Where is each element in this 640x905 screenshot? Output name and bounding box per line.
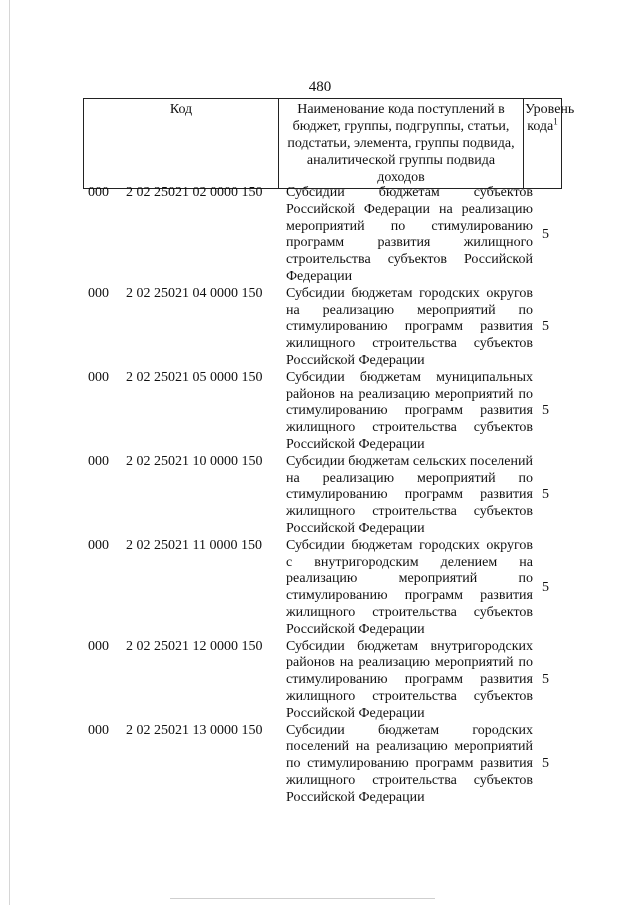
table-row: [88, 454, 558, 538]
admin-code: 000: [88, 185, 109, 200]
table-row: [88, 723, 558, 807]
admin-code: 000: [88, 285, 109, 301]
table-row: [88, 370, 558, 454]
page-number: 480: [308, 79, 332, 95]
revenue-name: Субсидии бюджетам городских округов на реализацию мероприятий по стимулированию программ развития жилищного строительства субъектов Российской Федерации: [286, 285, 533, 368]
revenue-code: 2 02 25021 13 0000 150: [126, 722, 263, 738]
admin-code: 000: [88, 722, 109, 738]
code-level: 5: [542, 487, 549, 503]
revenue-code: 2 02 25021 10 0000 150: [126, 453, 263, 469]
header-name: Наименование кода поступлений в бюджет, группы, подгруппы, статьи, подстатьи, элемента, группы подвида, аналитической группы подвида доходов: [279, 99, 524, 189]
revenue-name: Субсидии бюджетам сельских поселений на реализацию мероприятий по стимулированию программ развития жилищного строительства субъектов Российской Федерации: [286, 453, 533, 536]
table-header: [83, 98, 575, 189]
admin-code: 000: [88, 453, 109, 469]
revenue-name: Субсидии бюджетам субъектов Российской Федерации на реализацию мероприятий по стимулированию программ развития жилищного строительства субъектов Российской Федерации: [286, 185, 533, 284]
scan-edge-line: [9, 0, 10, 905]
table-row: [88, 286, 558, 370]
header-level: [524, 99, 575, 189]
revenue-code: 2 02 25021 11 0000 150: [126, 537, 262, 553]
admin-code: 000: [88, 537, 109, 553]
admin-code: 000: [88, 638, 109, 654]
table-body: [88, 185, 558, 806]
code-level: 5: [542, 226, 549, 242]
code-level: 5: [542, 756, 549, 772]
revenue-name: Субсидии бюджетам муниципальных районов на реализацию мероприятий по стимулированию программ развития жилищного строительства субъектов Российской Федерации: [286, 369, 533, 452]
code-level: 5: [542, 579, 549, 595]
revenue-code: 2 02 25021 04 0000 150: [126, 285, 263, 301]
header-code: Код: [84, 99, 279, 189]
table-row: [88, 538, 558, 639]
revenue-code: 2 02 25021 12 0000 150: [126, 638, 263, 654]
table-row: [88, 185, 558, 286]
revenue-name: Субсидии бюджетам городских поселений на реализацию мероприятий по стимулированию программ развития жилищного строительства субъектов Российской Федерации: [286, 722, 533, 805]
revenue-name: Субсидии бюджетам городских округов с внутригородским делением на реализацию мероприятий по стимулированию программ развития жилищного строительства субъектов Российской Федерации: [286, 537, 533, 637]
revenue-code: 2 02 25021 05 0000 150: [126, 369, 263, 385]
code-level: 5: [542, 672, 549, 688]
revenue-name: Субсидии бюджетам внутригородских районов на реализацию мероприятий по стимулированию программ развития жилищного строительства субъектов Российской Федерации: [286, 638, 533, 721]
admin-code: 000: [88, 369, 109, 385]
code-level: 5: [542, 319, 549, 335]
table-row: [88, 639, 558, 723]
scan-bottom-line: [170, 898, 435, 899]
revenue-code: 2 02 25021 02 0000 150: [126, 185, 263, 200]
header-level-footnote: 1: [553, 116, 558, 127]
code-level: 5: [542, 403, 549, 419]
header-level-label: Уровень кода: [525, 102, 575, 134]
